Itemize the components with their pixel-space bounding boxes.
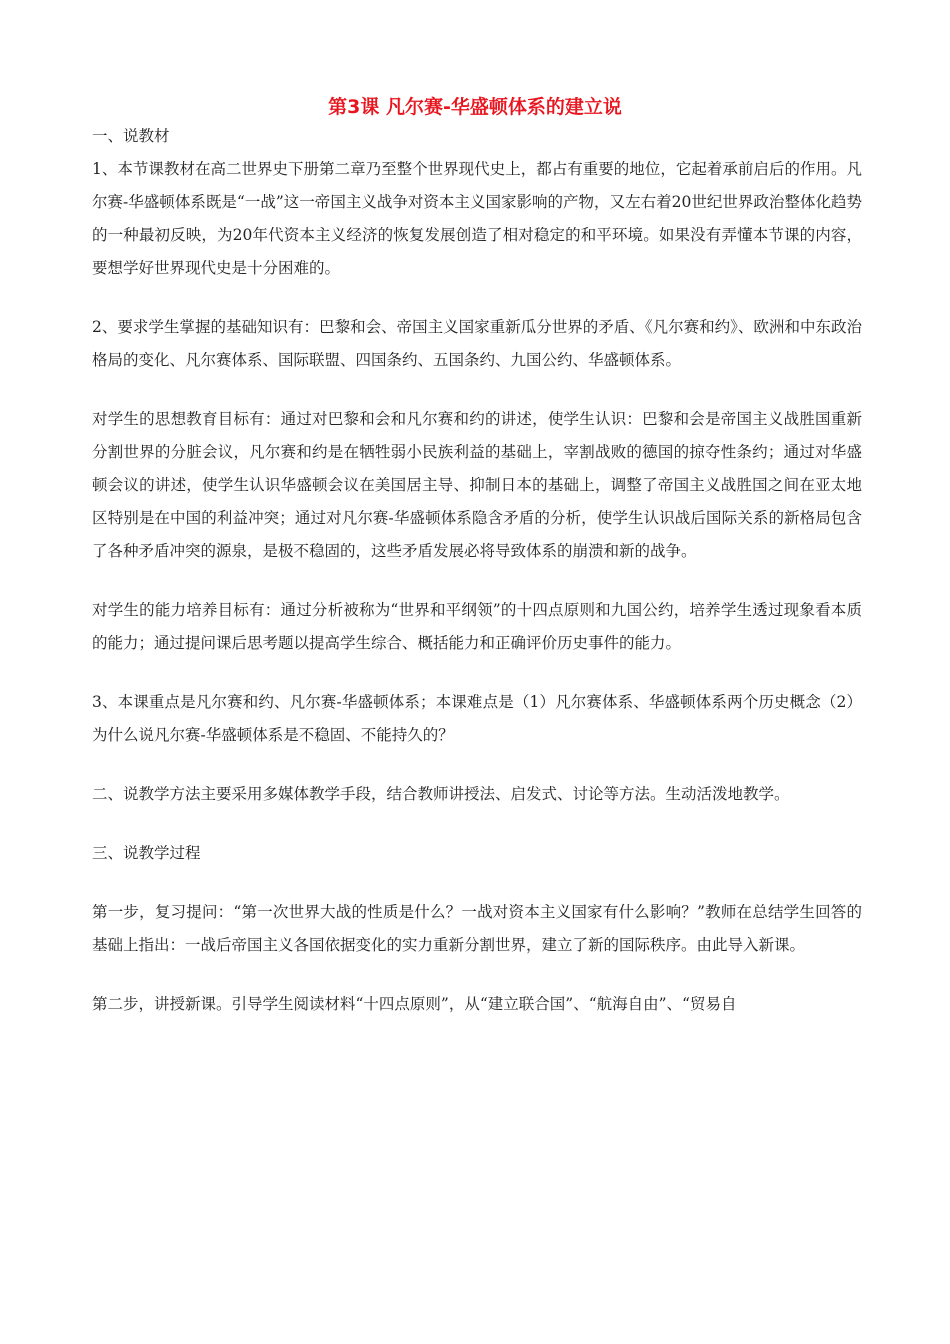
section-heading-teaching-method: 二、说教学方法主要采用多媒体教学手段，结合教师讲授法、启发式、讨论等方法。生动活泼地教学。: [92, 785, 790, 803]
paragraph-material-importance: 1、本节课教材在高二世界史下册第二章乃至整个世界现代史上，都占有重要的地位，它起着承前启后的作用。凡尔赛-华盛顿体系既是“一战”这一帝国主义战争对资本主义国家影响的产物，又左右着20世纪世界政治整体化趋势的一种最初反映，为20年代资本主义经济的恢复发展创造了相对稳定的和平环境。如果没有弄懂本节课的内容，要想学好世界现代史是十分困难的。: [92, 160, 862, 277]
paragraph-ideological-goals: 对学生的思想教育目标有：通过对巴黎和会和凡尔赛和约的讲述，使学生认识：巴黎和会是帝国主义战胜国重新分割世界的分脏会议，凡尔赛和约是在牺牲弱小民族利益的基础上，宰割战败的德国的掠夺性条约；通过对华盛顿会议的讲述，使学生认识华盛顿会议在美国居主导、抑制日本的基础上，调整了帝国主义战胜国之间在亚太地区特别是在中国的利益冲突；通过对凡尔赛-华盛顿体系隐含矛盾的分析，使学生认识战后国际关系的新格局包含了各种矛盾冲突的源泉，是极不稳固的，这些矛盾发展必将导致体系的崩溃和新的战争。: [92, 410, 862, 560]
section-heading-teaching-material: 一、说教材: [92, 127, 170, 145]
document-title: 第3课 凡尔赛-华盛顿体系的建立说: [328, 96, 622, 118]
document-body: [92, 120, 862, 1021]
paragraph-step-two: 第二步，讲授新课。引导学生阅读材料“十四点原则”，从“建立联合国”、“航海自由”、“贸易自: [92, 995, 737, 1013]
section-heading-teaching-process: 三、说教学过程: [92, 844, 201, 862]
paragraph-basic-knowledge: 2、要求学生掌握的基础知识有：巴黎和会、帝国主义国家重新瓜分世界的矛盾、《凡尔赛和约》、欧洲和中东政治格局的变化、凡尔赛体系、国际联盟、四国条约、五国条约、九国公约、华盛顿体系。: [92, 318, 862, 369]
paragraph-ability-goals: 对学生的能力培养目标有：通过分析被称为“世界和平纲领”的十四点原则和九国公约，培养学生透过现象看本质的能力；通过提问课后思考题以提高学生综合、概括能力和正确评价历史事件的能力。: [92, 601, 862, 652]
paragraph-step-one: 第一步，复习提问：“第一次世界大战的性质是什么？一战对资本主义国家有什么影响？”教师在总结学生回答的基础上指出：一战后帝国主义各国依据变化的实力重新分割世界，建立了新的国际秩序。由此导入新课。: [92, 903, 862, 954]
paragraph-key-points: 3、本课重点是凡尔赛和约、凡尔赛-华盛顿体系；本课难点是（1）凡尔赛体系、华盛顿体系两个历史概念（2）为什么说凡尔赛-华盛顿体系是不稳固、不能持久的？: [92, 693, 862, 744]
